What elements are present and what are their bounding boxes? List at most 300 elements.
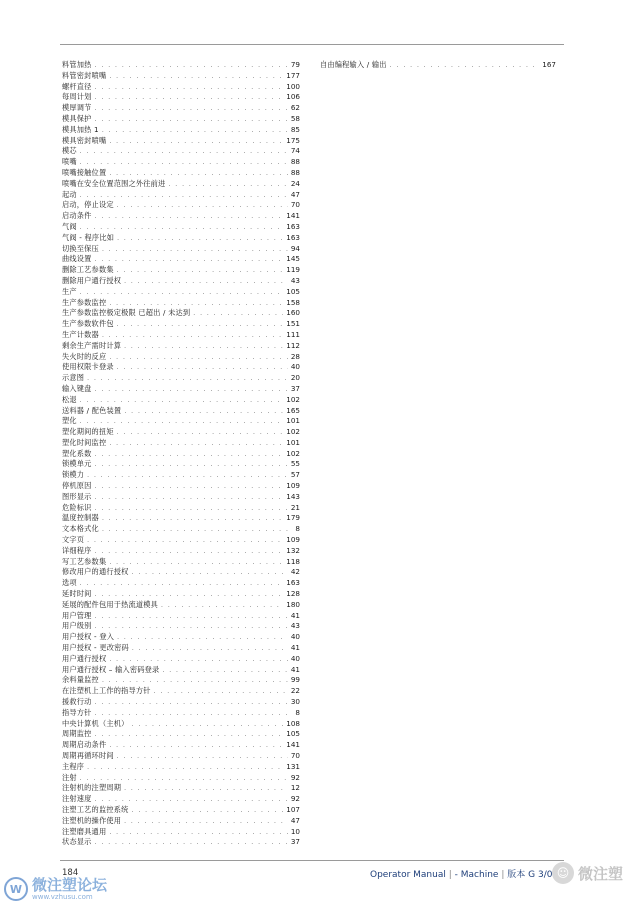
index-entry-page: 8	[295, 524, 300, 534]
index-entry	[62, 190, 300, 201]
index-entry-label: 塑化期间的扭矩	[62, 427, 114, 437]
dot-leader	[95, 385, 288, 395]
index-entry-label: 周期启动条件	[62, 740, 107, 750]
index-entry-page: 132	[286, 545, 300, 555]
dot-leader	[109, 353, 288, 363]
index-entry	[62, 827, 300, 838]
index-entry	[62, 740, 300, 751]
index-entry	[62, 643, 300, 654]
dot-leader	[124, 784, 288, 794]
index-entry	[62, 524, 300, 535]
index-entry-label: 送料器 / 配色装置	[62, 405, 122, 415]
index-entry-label: 删除工艺参数集	[62, 265, 114, 275]
dot-leader	[95, 730, 284, 740]
index-entry-label: 生产参数监控	[62, 297, 107, 307]
dot-leader	[95, 504, 288, 514]
dot-leader	[132, 644, 288, 654]
dot-leader	[109, 741, 283, 751]
footer-title: Operator Manual | - Machine | 版本 G 3/0	[370, 870, 553, 880]
dot-leader	[154, 687, 288, 697]
index-entry	[62, 675, 300, 686]
index-entry-page: 40	[290, 362, 300, 372]
dot-leader	[102, 331, 283, 341]
index-entry	[62, 114, 300, 125]
dot-leader	[109, 655, 288, 665]
index-entry	[62, 308, 300, 319]
index-entry-label: 援救行动	[62, 697, 92, 707]
dot-leader	[132, 568, 288, 578]
dot-leader	[95, 698, 288, 708]
index-entry-label: 生产参数软件包	[62, 319, 114, 329]
dot-leader	[132, 720, 284, 730]
index-entry-label: 螺杆直径	[62, 81, 92, 91]
index-entry-page: 141	[286, 211, 300, 221]
index-entry-page: 79	[290, 60, 300, 69]
index-entry-page: 101	[286, 416, 300, 426]
index-entry-page: 167	[542, 60, 556, 69]
index-entry-page: 42	[290, 567, 300, 577]
index-entry-page: 37	[290, 837, 300, 847]
page-footer	[0, 860, 640, 905]
index-entry	[62, 395, 300, 406]
index-entry-label: 注塑工艺的监控系统	[62, 804, 129, 814]
dot-leader	[109, 169, 288, 179]
dot-leader	[80, 417, 284, 427]
index-entry-page: 41	[290, 643, 300, 653]
index-entry-page: 8	[295, 707, 300, 717]
index-entry	[62, 567, 300, 578]
index-entry-label: 生产参数监控极定极限 已超出 / 未达到	[62, 308, 191, 318]
index-entry-label: 料管密封喷嘴	[62, 70, 107, 80]
dot-leader	[87, 374, 288, 384]
index-entry-label: 用户管理	[62, 610, 92, 620]
index-entry-page: 40	[290, 653, 300, 663]
dot-leader	[95, 115, 288, 125]
footer-title-machine: Machine	[460, 870, 499, 880]
dot-leader	[95, 612, 288, 622]
index-entry-page: 100	[286, 81, 300, 91]
dot-leader	[193, 309, 283, 319]
dot-leader	[117, 266, 284, 276]
index-entry-label: 塑化时间监控	[62, 437, 107, 447]
index-entry-label: 中央计算机（主机）	[62, 718, 129, 728]
page-number: 184	[62, 868, 79, 878]
dot-leader	[80, 191, 288, 201]
dot-leader	[95, 795, 288, 805]
index-entry-page: 175	[286, 135, 300, 145]
index-entry-page: 128	[286, 589, 300, 599]
dot-leader	[95, 590, 284, 600]
index-entry-label: 主程序	[62, 761, 85, 771]
index-entry-label: 起动	[62, 189, 77, 199]
index-entry-label: 塑化	[62, 416, 77, 426]
index-entry-label: 图形显示	[62, 491, 92, 501]
dot-leader	[117, 752, 288, 762]
index-entry-label: 曲线设置	[62, 254, 92, 264]
index-entry	[62, 406, 300, 417]
index-entry-page: 108	[286, 718, 300, 728]
index-entry-label: 每周计划	[62, 92, 92, 102]
index-entry-label: 模芯	[62, 146, 77, 156]
top-rule	[60, 44, 564, 45]
index-entry	[320, 60, 556, 71]
index-entry	[62, 168, 300, 179]
index-entry-label: 使用权限卡登录	[62, 362, 114, 372]
index-entry	[62, 773, 300, 784]
dot-leader	[80, 288, 284, 298]
index-entry-label: 料管加热	[62, 60, 92, 69]
index-entry-page: 74	[290, 146, 300, 156]
index-entry-label: 文本格式化	[62, 524, 99, 534]
dot-leader	[102, 514, 283, 524]
index-entry-page: 41	[290, 610, 300, 620]
index-entry-label: 注射	[62, 772, 77, 782]
index-entry	[62, 92, 300, 103]
index-entry-label: 延展的配件包用于热流道模具	[62, 599, 159, 609]
index-entry-page: 112	[286, 340, 300, 350]
index-entry	[62, 513, 300, 524]
index-entry	[62, 330, 300, 341]
index-entry-page: 105	[286, 729, 300, 739]
index-entry	[62, 438, 300, 449]
index-entry-label: 延时时间	[62, 589, 92, 599]
index-entry-label: 喷嘴	[62, 157, 77, 167]
index-entry-label: 温度控制器	[62, 513, 99, 523]
dot-leader	[124, 407, 283, 417]
index-entry	[62, 146, 300, 157]
index-entry-label: 用户授权 - 更改密码	[62, 643, 129, 653]
dot-leader	[102, 126, 288, 136]
index-entry-label: 周期再循环时间	[62, 751, 114, 760]
index-entry	[62, 632, 300, 643]
index-entry	[62, 492, 300, 503]
index-entry-label: 在注塑机上工作的指导方针	[62, 686, 151, 696]
dot-leader	[109, 828, 288, 838]
index-entry-label: 失火时的反应	[62, 351, 107, 361]
index-entry-page: 131	[286, 761, 300, 771]
index-entry	[62, 481, 300, 492]
index-entry-page: 180	[286, 599, 300, 609]
index-entry	[62, 729, 300, 740]
index-entry-page: 88	[290, 157, 300, 167]
index-entry-label: 切换至保压	[62, 243, 99, 253]
index-entry-page: 151	[286, 319, 300, 329]
index-entry-page: 21	[290, 502, 300, 512]
watermark-left	[4, 874, 107, 904]
index-entry	[62, 244, 300, 255]
dot-leader	[117, 428, 284, 438]
index-entry	[62, 373, 300, 384]
index-entry-page: 41	[290, 664, 300, 674]
index-entry	[62, 600, 300, 611]
index-entry-label: 喷嘴接触位置	[62, 167, 107, 177]
index-entry-label: 示意图	[62, 373, 85, 383]
index-entry	[62, 459, 300, 470]
dot-leader	[109, 137, 283, 147]
dot-leader	[95, 104, 288, 114]
footer-rule	[60, 860, 564, 861]
index-entry-label: 停机原因	[62, 481, 92, 491]
dot-leader	[95, 450, 284, 460]
index-entry	[62, 298, 300, 309]
index-entry-label: 用户授权 - 登入	[62, 632, 115, 642]
index-entry-label: 文字页	[62, 535, 85, 545]
index-entry-label: 模具加热 1	[62, 124, 99, 134]
dot-leader	[80, 223, 284, 233]
index-entry	[62, 654, 300, 665]
dot-leader	[80, 774, 288, 784]
index-entry	[62, 362, 300, 373]
watermark-right	[552, 862, 623, 884]
index-entry-page: 158	[286, 297, 300, 307]
index-entry-label: 注塑磨具通用	[62, 826, 107, 836]
index-entry-page: 102	[286, 394, 300, 404]
dot-leader	[87, 536, 283, 546]
index-entry	[62, 783, 300, 794]
index-entry-page: 163	[286, 221, 300, 231]
index-entry	[62, 535, 300, 546]
dot-leader	[80, 158, 288, 168]
index-entry	[62, 82, 300, 93]
index-entry-label: 启动条件	[62, 211, 92, 221]
dot-leader	[95, 212, 284, 222]
index-entry	[62, 611, 300, 622]
index-entry-label: 用户级别	[62, 621, 92, 631]
footer-title-date: 3/0	[537, 870, 553, 880]
dot-leader	[95, 493, 284, 503]
index-entry-label: 生产计数器	[62, 329, 99, 339]
index-entry	[62, 200, 300, 211]
dot-leader	[80, 579, 284, 589]
index-entry	[62, 837, 300, 848]
index-entry-label: 模具保护	[62, 113, 92, 123]
index-entry-page: 70	[290, 200, 300, 210]
dot-leader	[95, 622, 288, 632]
dot-leader	[117, 320, 284, 330]
dot-leader	[390, 61, 540, 71]
index-entry	[62, 621, 300, 632]
index-entry-label: 生产	[62, 286, 77, 296]
index-entry	[62, 578, 300, 589]
index-entry	[62, 103, 300, 114]
index-entry-label: 自由编程输入 / 输出	[320, 60, 387, 69]
dot-leader	[117, 234, 283, 244]
index-entry	[62, 276, 300, 287]
dot-leader	[95, 460, 288, 470]
dot-leader	[95, 838, 288, 848]
index-entry-page: 58	[290, 113, 300, 123]
index-entry-label: 喷嘴在安全位置范围之外往前进	[62, 178, 166, 188]
index-entry-label: 注射机的注塑周期	[62, 783, 122, 793]
dot-leader	[109, 299, 283, 309]
index-entry-label: 启动，停止设定	[62, 200, 114, 210]
index-entry-label: 剩余生产需时计算	[62, 340, 122, 350]
dot-leader	[109, 439, 283, 449]
dot-leader	[95, 547, 284, 557]
dot-leader	[80, 396, 284, 406]
index-entry-label: 删除用户通行授权	[62, 275, 122, 285]
dot-leader	[95, 255, 284, 265]
index-entry	[62, 136, 300, 147]
index-entry	[62, 71, 300, 82]
index-entry-page: 37	[290, 383, 300, 393]
watermark-url: www.vzhusu.com	[32, 892, 93, 901]
index-entry-page: 109	[286, 535, 300, 545]
index-entry-page: 47	[290, 189, 300, 199]
index-entry	[62, 546, 300, 557]
index-entry-label: 输入键盘	[62, 383, 92, 393]
index-entry-label: 详细程序	[62, 545, 92, 555]
index-entry-page: 47	[290, 815, 300, 825]
index-entry-page: 55	[290, 459, 300, 469]
index-entry-page: 88	[290, 167, 300, 177]
index-entry-page: 43	[290, 621, 300, 631]
index-entry-label: 状态显示	[62, 837, 92, 847]
index-entry-label: 塑化系数	[62, 448, 92, 458]
index-entry	[62, 449, 300, 460]
index-entry	[62, 416, 300, 427]
index-entry	[62, 254, 300, 265]
index-entry-label: 危险标识	[62, 502, 92, 512]
index-entry-label: 修改用户的通行授权	[62, 567, 129, 577]
index-entry-label: 模具密封喷嘴	[62, 135, 107, 145]
index-entry	[62, 816, 300, 827]
index-entry-label: 注塑机的操作使用	[62, 815, 122, 825]
dot-leader	[124, 817, 288, 827]
index-entry-label: 锁模单元	[62, 459, 92, 469]
forum-logo-icon: W	[4, 877, 28, 901]
index-entry	[62, 179, 300, 190]
index-entry-page: 22	[290, 686, 300, 696]
index-entry-page: 102	[286, 427, 300, 437]
dot-leader	[117, 201, 288, 211]
dot-leader	[109, 558, 283, 568]
index-entry-label: 用户通行授权	[62, 653, 107, 663]
dot-leader	[102, 245, 288, 255]
dot-leader	[161, 601, 283, 611]
dot-leader	[102, 525, 292, 535]
dot-leader	[162, 666, 287, 676]
index-entry-page: 163	[286, 232, 300, 242]
dot-leader	[124, 342, 283, 352]
index-entry	[62, 427, 300, 438]
dot-leader	[95, 61, 288, 71]
index-entry-label: 锁模力	[62, 470, 85, 480]
index-entry-page: 118	[286, 556, 300, 566]
index-entry-page: 85	[290, 124, 300, 134]
index-entry-label: 余料量监控	[62, 675, 99, 685]
index-entry	[62, 341, 300, 352]
index-entry-page: 99	[290, 675, 300, 685]
index-entry	[62, 665, 300, 676]
index-entry-page: 107	[286, 804, 300, 814]
dot-leader	[95, 83, 284, 93]
index-entry-page: 70	[290, 751, 300, 760]
dot-leader	[117, 363, 288, 373]
index-column-left	[62, 60, 300, 848]
index-entry-page: 94	[290, 243, 300, 253]
index-entry-label: 注射速度	[62, 794, 92, 804]
watermark-name: 微注塑论坛	[32, 875, 108, 894]
dot-leader	[102, 676, 288, 686]
index-entry-label: 气阀 - 程序比如	[62, 232, 115, 242]
index-entry-page: 179	[286, 513, 300, 523]
index-entry	[62, 708, 300, 719]
index-entry-page: 12	[290, 783, 300, 793]
index-entry-page: 92	[290, 772, 300, 782]
index-entry-page: 105	[286, 286, 300, 296]
dot-leader	[124, 277, 288, 287]
index-entry-page: 163	[286, 578, 300, 588]
index-entry	[62, 686, 300, 697]
index-entry	[62, 762, 300, 773]
index-entry	[62, 384, 300, 395]
watermark-right-name: 微注塑	[578, 864, 624, 883]
index-entry-label: 松退	[62, 394, 77, 404]
index-entry-page: 141	[286, 740, 300, 750]
index-entry-label: 模厚调节	[62, 103, 92, 113]
index-entry-page: 40	[290, 632, 300, 642]
index-entry-page: 177	[286, 70, 300, 80]
index-entry	[62, 352, 300, 363]
index-entry	[62, 222, 300, 233]
index-column-right	[320, 60, 556, 71]
dot-leader	[117, 633, 288, 643]
index-entry	[62, 557, 300, 568]
index-entry-page: 20	[290, 373, 300, 383]
index-entry	[62, 794, 300, 805]
index-entry-label: 写工艺参数集	[62, 556, 107, 566]
index-entry-page: 30	[290, 697, 300, 707]
index-entry-page: 143	[286, 491, 300, 501]
index-entry-page: 43	[290, 275, 300, 285]
index-entry	[62, 233, 300, 244]
index-entry-page: 62	[290, 103, 300, 113]
dot-leader	[95, 482, 284, 492]
dot-leader	[87, 763, 283, 773]
index-entry	[62, 751, 300, 762]
index-entry-page: 57	[290, 470, 300, 480]
index-entry	[62, 265, 300, 276]
index-entry-page: 145	[286, 254, 300, 264]
index-entry-page: 24	[290, 178, 300, 188]
dot-leader	[132, 806, 284, 816]
index-entry	[62, 157, 300, 168]
index-entry-page: 92	[290, 794, 300, 804]
index-entry	[62, 125, 300, 136]
dot-leader	[95, 709, 293, 719]
index-entry	[62, 719, 300, 730]
dot-leader	[95, 93, 284, 103]
index-entry	[62, 805, 300, 816]
index-entry	[62, 470, 300, 481]
footer-title-manual: Operator Manual	[370, 870, 446, 880]
index-entry	[62, 60, 300, 71]
index-entry-label: 指导方针	[62, 707, 92, 717]
index-entry-page: 111	[286, 329, 300, 339]
index-entry-page: 119	[286, 265, 300, 275]
index-entry	[62, 697, 300, 708]
index-entry-label: 用户通行授权 – 输入密码登录	[62, 664, 160, 674]
index-entry-page: 10	[290, 826, 300, 836]
index-entry-page: 106	[286, 92, 300, 102]
dot-leader	[80, 147, 288, 157]
index-entry-page: 109	[286, 481, 300, 491]
dot-leader	[109, 72, 283, 82]
index-entry	[62, 589, 300, 600]
wechat-logo-icon: ☺	[552, 862, 574, 884]
index-entry-label: 气阀	[62, 221, 77, 231]
